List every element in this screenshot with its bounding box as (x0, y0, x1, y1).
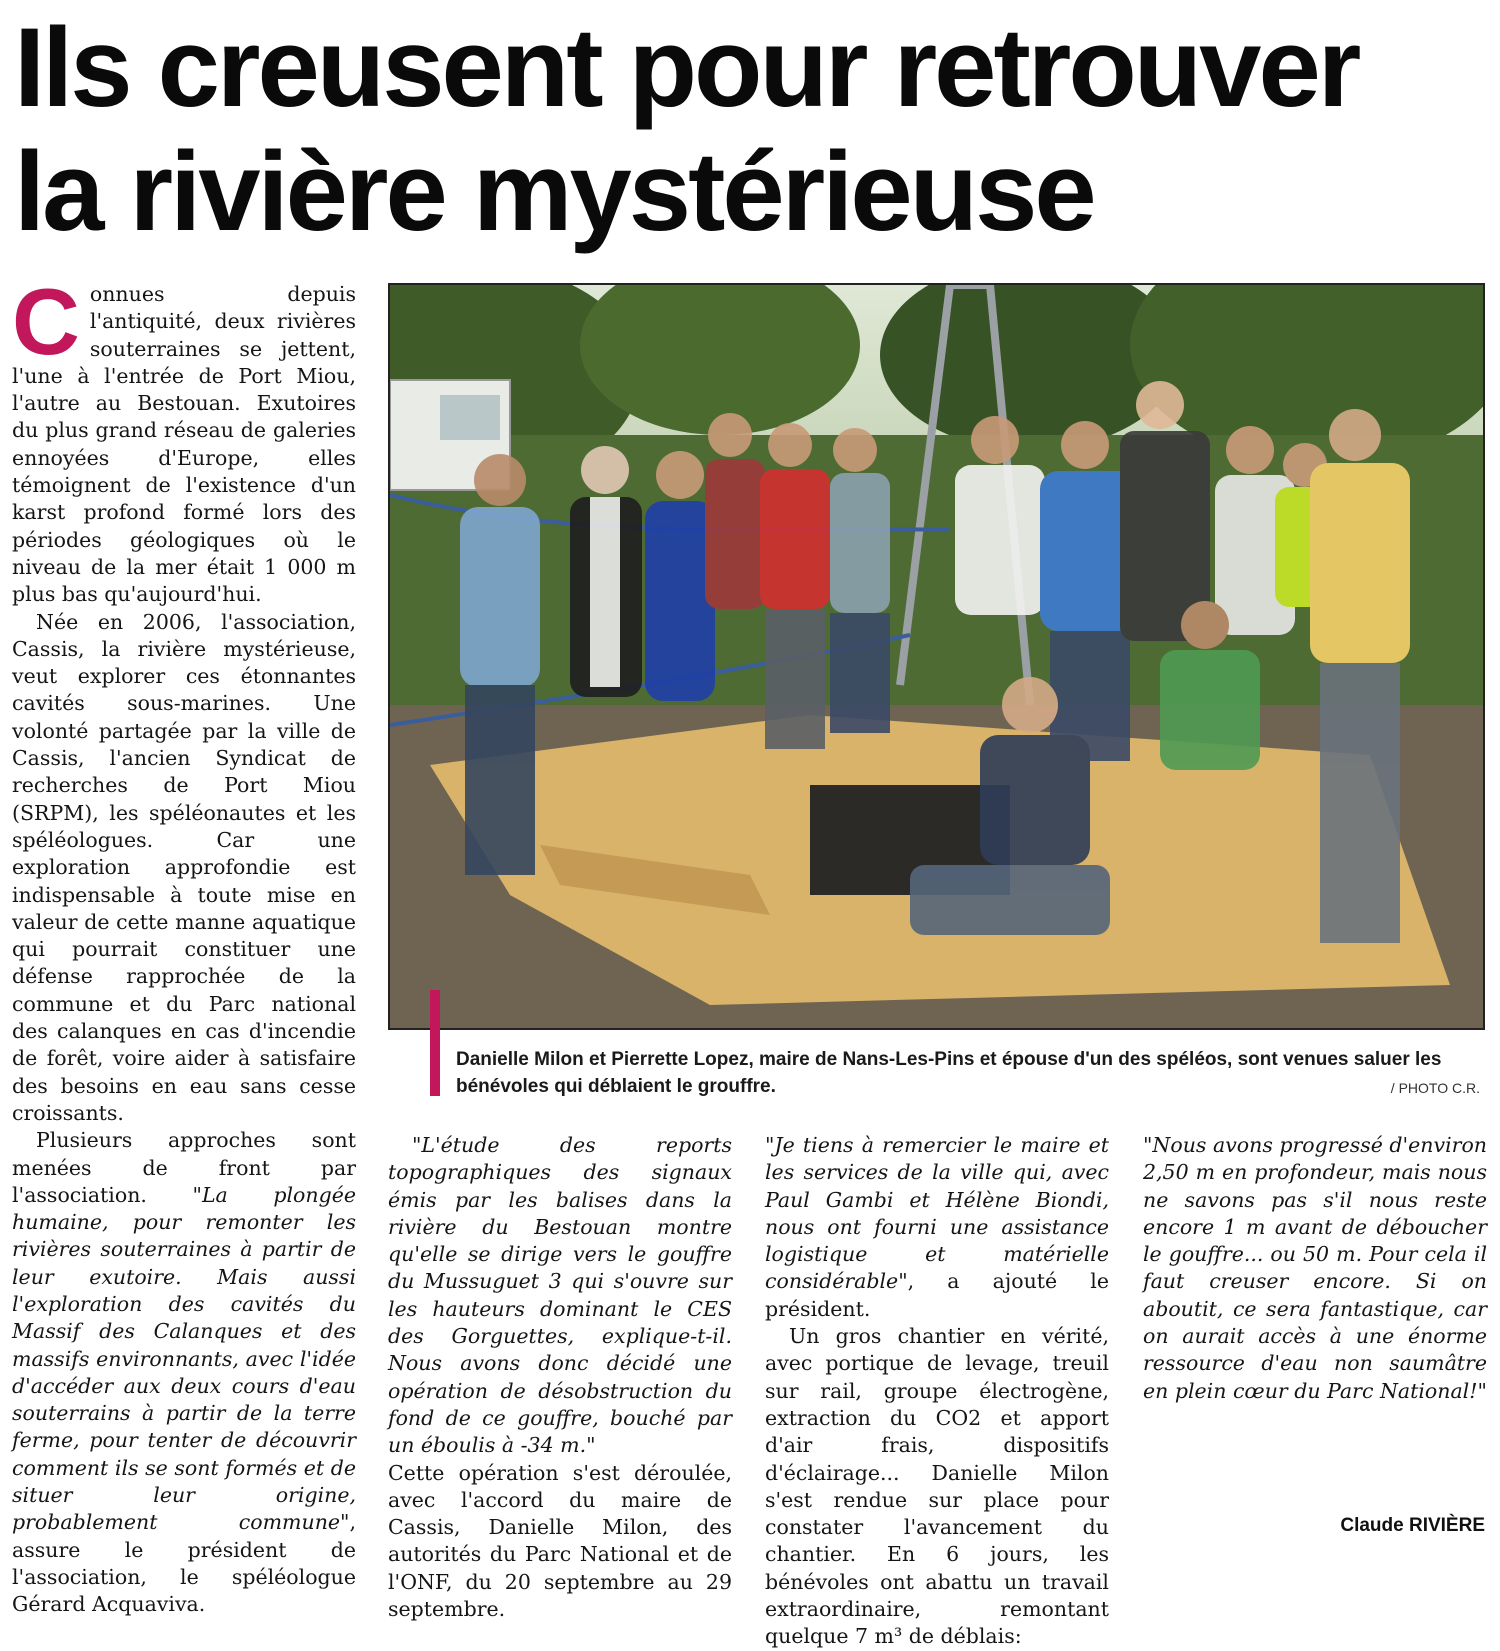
paragraph-worksite: Un gros chantier en vérité, avec portique de levage, treuil sur rail, groupe électrogène, extraction du CO2 et apport d'air frais, dispositifs d'éclairage... Danielle Milon s'est rendue sur place pour constater l'avancement du chantier. En 6 jours, les bénévoles ont abattu un travail extraordinaire, remontant quelque 7 m³ de déblais: (765, 1324, 1109, 1649)
headline-line-2: la rivière mystérieuse (14, 129, 1094, 254)
paragraph-progress (1143, 1132, 1487, 1405)
study-quote: "L'étude des reports topographiques des signaux émis par les balises dans la rivière du Bestouan montre qu'elle se dirige vers le gouffre du Mussuguet 3 qui s'ouvre sur les hauteurs dominant le CES des Gorguettes, explique-t-il. Nous avons donc décidé une opération de désobstruction du fond de ce gouffre, bouché par un éboulis à -34 m." (388, 1133, 732, 1458)
headline-line-1: Ils creusent pour retrouver (14, 5, 1359, 130)
paragraph-operation (388, 1460, 732, 1624)
approaches-quote: "La plongée humaine, pour remonter les rivières souterraines à partir de leur exutoire. Mais aussi l'exploration des cavités du Massif des Calanques et des massifs environnants, avec l'idée d'accéder aux deux cours d'eau souterrains à partir de la terre ferme, pour tenter de découvrir comment ils se sont formés et de situer leur origine, probablement commune" (12, 1182, 356, 1535)
progress-quote: "Nous avons progressé d'environ 2,50 m en profondeur, mais nous ne savons pas s'il nous reste encore 1 m avant de déboucher le gouffre... ou 50 m. Pour cela il faut creuser encore. Si on aboutit, ce sera fantastique, car on aurait accès à une énorme ressource d'eau non saumâtre en plein cœur du Parc National!" (1143, 1133, 1487, 1403)
article-column-2 (388, 1132, 732, 1623)
paragraph-approaches (12, 1127, 356, 1618)
paragraph-association: Née en 2006, l'association, Cassis, la rivière mystérieuse, veut explorer ces étonnantes cavités sous-marines. Une volonté partagée par la ville de Cassis, l'ancien Syndicat de recherches de Port Miou (SRPM), les spéléonautes et les spéléologues. Car une exploration approfondie est indispensable à toute mise en valeur de cette manne aquatique qui pourrait constituer une défense rapprochée de la commune et du Parc national des calanques en cas d'incendie de forêt, voire aider à satisfaire des besoins en eau sans cesse croissants. (12, 609, 356, 1125)
article-column-1 (12, 269, 356, 1619)
paragraph-intro (12, 269, 356, 609)
approaches-intro: Plusieurs approches sont menées de front par l'association. (12, 1128, 356, 1207)
operation-text: Cette opération s'est déroulée, avec l'accord du maire de Cassis, Danielle Milon, des autorités du Parc National et de l'ONF, du 20 septembre au 29 septembre. (388, 1460, 732, 1622)
author-signature: Claude RIVIÈRE (1340, 1515, 1485, 1536)
thanks-quote: "Je tiens à remercier le maire et les services de la ville qui, avec Paul Gambi et Hélène Biondi, nous ont fourni une assistance logistique et matérielle considérable" (765, 1133, 1109, 1294)
approaches-attribution: , assure le président de l'association, le spéléologue Gérard Acquaviva. (12, 1510, 356, 1617)
photo-credit: / PHOTO C.R. (1390, 1080, 1480, 1096)
paragraph-study (388, 1132, 732, 1460)
photo-caption: Danielle Milon et Pierrette Lopez, maire de Nans-Les-Pins et épouse d'un des spéléos, sont venues saluer les bénévoles qui déblaient le grouffre. (456, 1049, 1442, 1097)
article-column-4 (1143, 1132, 1487, 1405)
photo-illustration (390, 285, 1483, 1028)
thanks-attribution: , a ajouté le président. (765, 1269, 1109, 1321)
drop-cap: C (12, 269, 80, 374)
paragraph-thanks (765, 1132, 1109, 1323)
group-photo (388, 283, 1485, 1030)
paragraph-intro-text: onnues depuis l'antiquité, deux rivières souterraines se jettent, l'une à l'entrée de Port Miou, l'autre au Bestouan. Exutoires du plus grand réseau de galeries ennoyées d'Europe, elles témoignent de l'existence d'un karst profond formé lors des périodes géologiques où le niveau de la mer était 1 000 m plus bas qu'aujourd'hui. (12, 282, 356, 607)
headline (14, 6, 1484, 254)
article-column-3 (765, 1132, 1109, 1651)
